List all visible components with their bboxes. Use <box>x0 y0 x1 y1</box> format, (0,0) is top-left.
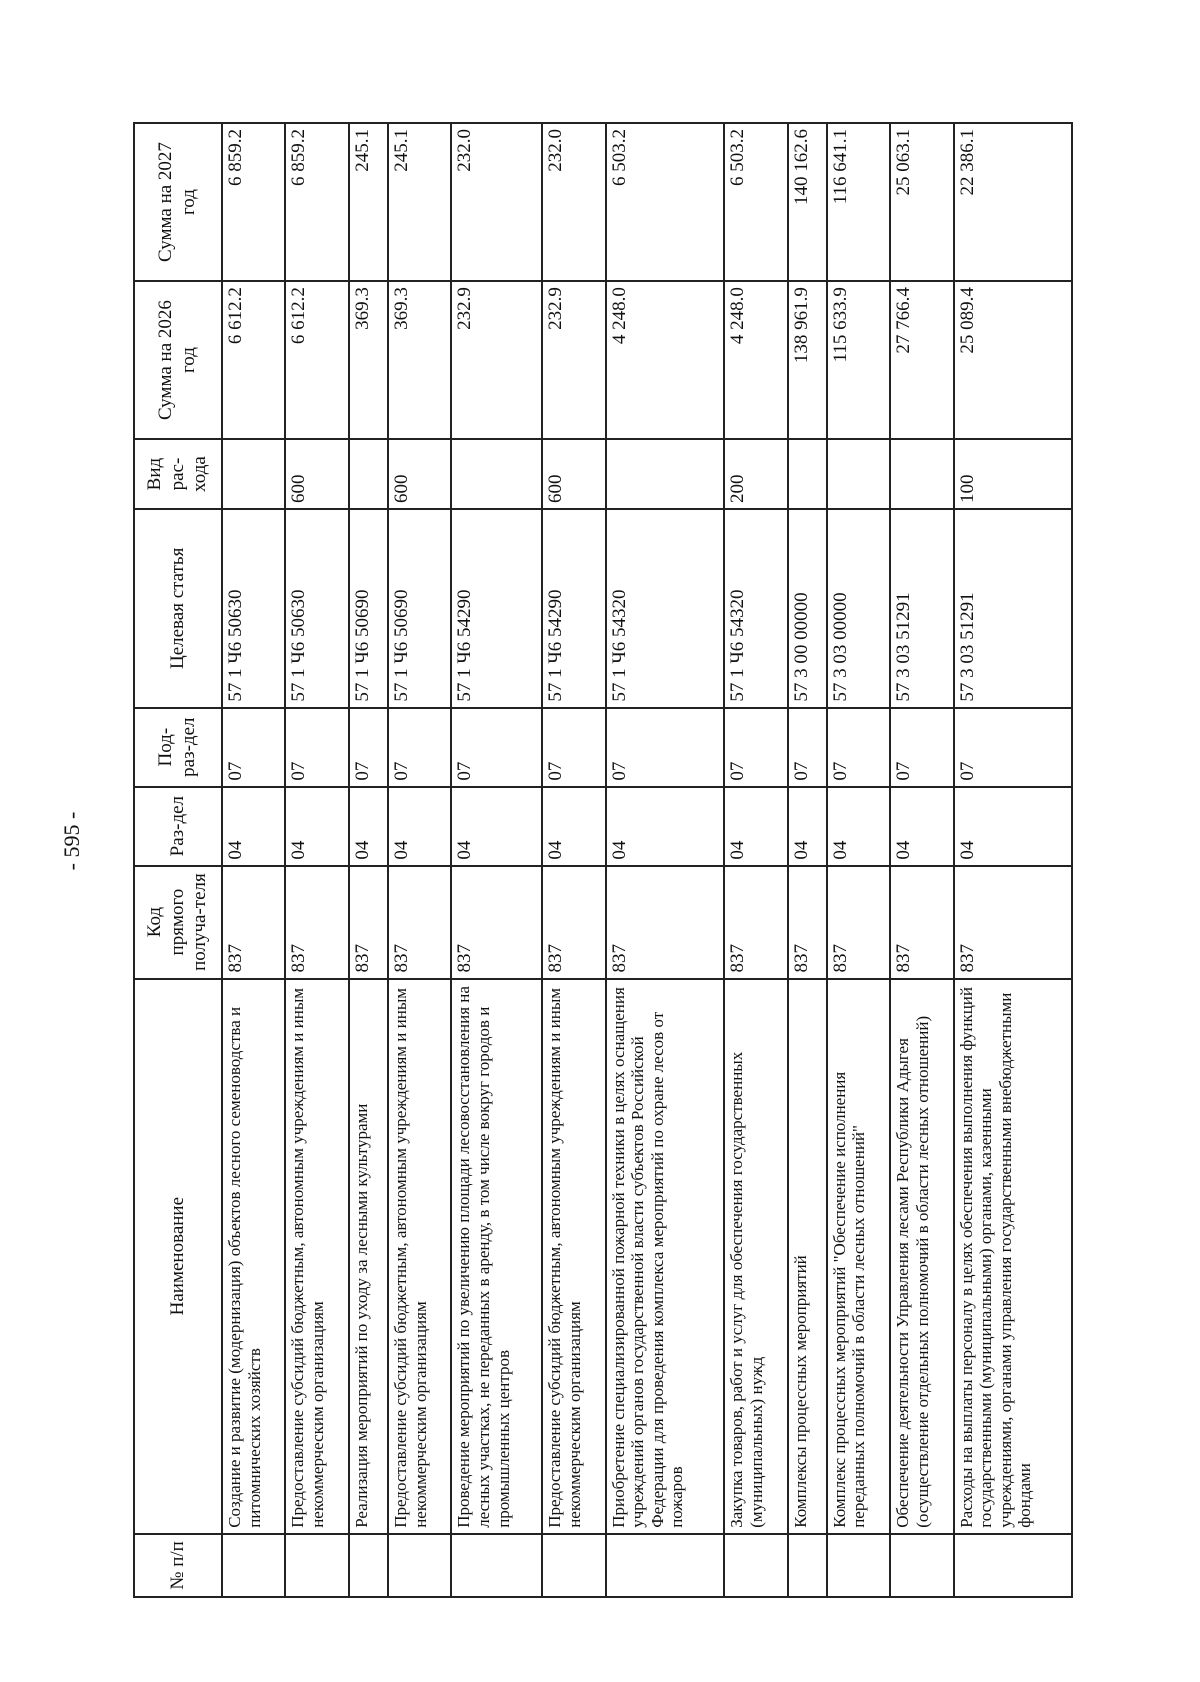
cell-sum-2027: 6 503.2 <box>724 123 787 281</box>
cell-sum-2026: 6 612.2 <box>222 281 285 439</box>
cell-article: 57 1 Ч6 50690 <box>349 509 388 708</box>
cell-sum-2027: 25 063.1 <box>890 123 953 281</box>
cell-sum-2026: 25 089.4 <box>954 281 1072 439</box>
cell-sum-2027: 245.1 <box>349 123 388 281</box>
cell-code: 837 <box>954 866 1072 979</box>
cell-code: 837 <box>606 866 724 979</box>
cell-article: 57 1 Ч6 50690 <box>388 509 451 708</box>
table-row <box>890 123 953 1597</box>
cell-sum-2027: 6 859.2 <box>222 123 285 281</box>
table-row <box>451 123 542 1597</box>
cell-kind <box>890 439 953 509</box>
cell-kind <box>451 439 542 509</box>
cell-num <box>724 1534 787 1597</box>
table-row <box>788 123 827 1597</box>
cell-num <box>890 1534 953 1597</box>
cell-article: 57 3 03 51291 <box>890 509 953 708</box>
cell-sum-2027: 116 641.1 <box>827 123 890 281</box>
cell-sum-2027: 245.1 <box>388 123 451 281</box>
cell-name: Приобретение специализированной пожарной техники в целях оснащения учреждений органов государственной власти субъектов Российской Федерации для проведения комплекса мероприятий по охране лесов от пожаров <box>606 979 724 1534</box>
page-number: - 595 - <box>59 811 84 871</box>
cell-subsection: 07 <box>222 708 285 787</box>
header-kind: Вид рас-хода <box>134 439 222 509</box>
cell-article: 57 1 Ч6 50630 <box>285 509 348 708</box>
cell-code: 837 <box>285 866 348 979</box>
cell-num <box>285 1534 348 1597</box>
header-code: Код прямого получа-теля <box>134 866 222 979</box>
cell-name: Предоставление субсидий бюджетным, автономным учреждениям и иным некоммерческим организациям <box>285 979 348 1534</box>
cell-sum-2026: 6 612.2 <box>285 281 348 439</box>
cell-section: 04 <box>788 787 827 866</box>
cell-section: 04 <box>542 787 605 866</box>
cell-kind: 600 <box>388 439 451 509</box>
header-sum-2027: Сумма на 2027 год <box>134 123 222 281</box>
cell-sum-2026: 232.9 <box>542 281 605 439</box>
cell-section: 04 <box>388 787 451 866</box>
cell-code: 837 <box>890 866 953 979</box>
cell-sum-2027: 232.0 <box>542 123 605 281</box>
cell-article: 57 1 Ч6 54290 <box>542 509 605 708</box>
budget-table-rotated <box>133 122 1073 1598</box>
cell-code: 837 <box>788 866 827 979</box>
table-row <box>388 123 451 1597</box>
header-sum-2026: Сумма на 2026 год <box>134 281 222 439</box>
cell-article: 57 1 Ч6 54290 <box>451 509 542 708</box>
budget-table <box>133 122 1073 1598</box>
cell-sum-2027: 232.0 <box>451 123 542 281</box>
cell-code: 837 <box>388 866 451 979</box>
cell-sum-2026: 369.3 <box>349 281 388 439</box>
cell-name: Реализация мероприятий по уходу за лесными культурами <box>349 979 388 1534</box>
cell-num <box>954 1534 1072 1597</box>
cell-section: 04 <box>285 787 348 866</box>
header-article: Целевая статья <box>134 509 222 708</box>
cell-num <box>788 1534 827 1597</box>
cell-num <box>451 1534 542 1597</box>
cell-sum-2026: 4 248.0 <box>724 281 787 439</box>
cell-subsection: 07 <box>724 708 787 787</box>
cell-sum-2026: 138 961.9 <box>788 281 827 439</box>
cell-name: Обеспечение деятельности Управления лесами Республики Адыгея (осуществление отдельных полномочий в области лесных отношений) <box>890 979 953 1534</box>
cell-name: Расходы на выплаты персоналу в целях обеспечения выполнения функций государственными (муниципальными) органами, казенными учреждениями, органами управления государственными внебюджетными фондами <box>954 979 1072 1534</box>
header-num: № п/п <box>134 1534 222 1597</box>
cell-subsection: 07 <box>349 708 388 787</box>
cell-kind <box>788 439 827 509</box>
cell-sum-2027: 140 162.6 <box>788 123 827 281</box>
table-row <box>724 123 787 1597</box>
cell-kind <box>827 439 890 509</box>
cell-code: 837 <box>222 866 285 979</box>
cell-subsection: 07 <box>788 708 827 787</box>
cell-sum-2027: 6 503.2 <box>606 123 724 281</box>
cell-sum-2026: 27 766.4 <box>890 281 953 439</box>
cell-num <box>827 1534 890 1597</box>
cell-section: 04 <box>890 787 953 866</box>
cell-sum-2027: 6 859.2 <box>285 123 348 281</box>
cell-name: Комплексы процессных мероприятий <box>788 979 827 1534</box>
cell-section: 04 <box>724 787 787 866</box>
cell-section: 04 <box>606 787 724 866</box>
cell-kind: 600 <box>285 439 348 509</box>
cell-section: 04 <box>222 787 285 866</box>
table-row <box>349 123 388 1597</box>
cell-kind: 100 <box>954 439 1072 509</box>
header-name: Наименование <box>134 979 222 1534</box>
cell-sum-2026: 369.3 <box>388 281 451 439</box>
cell-num <box>606 1534 724 1597</box>
table-row <box>222 123 285 1597</box>
cell-sum-2026: 115 633.9 <box>827 281 890 439</box>
cell-num <box>388 1534 451 1597</box>
cell-subsection: 07 <box>827 708 890 787</box>
table-row <box>827 123 890 1597</box>
cell-code: 837 <box>724 866 787 979</box>
cell-num <box>542 1534 605 1597</box>
cell-num <box>349 1534 388 1597</box>
cell-subsection: 07 <box>606 708 724 787</box>
cell-subsection: 07 <box>890 708 953 787</box>
cell-num <box>222 1534 285 1597</box>
cell-name: Создание и развитие (модернизация) объектов лесного семеноводства и питомнических хозяйств <box>222 979 285 1534</box>
cell-subsection: 07 <box>542 708 605 787</box>
cell-kind <box>222 439 285 509</box>
cell-sum-2026: 4 248.0 <box>606 281 724 439</box>
cell-article: 57 1 Ч6 50630 <box>222 509 285 708</box>
cell-code: 837 <box>451 866 542 979</box>
cell-name: Комплекс процессных мероприятий "Обеспечение исполнения переданных полномочий в области лесных отношений" <box>827 979 890 1534</box>
cell-kind <box>606 439 724 509</box>
cell-name: Предоставление субсидий бюджетным, автономным учреждениям и иным некоммерческим организациям <box>388 979 451 1534</box>
cell-subsection: 07 <box>388 708 451 787</box>
cell-sum-2026: 232.9 <box>451 281 542 439</box>
cell-article: 57 3 00 00000 <box>788 509 827 708</box>
cell-article: 57 3 03 00000 <box>827 509 890 708</box>
cell-name: Проведение мероприятий по увеличению площади лесовосстановления на лесных участках, не переданных в аренду, в том числе вокруг городов и промышленных центров <box>451 979 542 1534</box>
cell-section: 04 <box>451 787 542 866</box>
cell-kind <box>349 439 388 509</box>
cell-code: 837 <box>349 866 388 979</box>
cell-name: Закупка товаров, работ и услуг для обеспечения государственных (муниципальных) нужд <box>724 979 787 1534</box>
cell-sum-2027: 22 386.1 <box>954 123 1072 281</box>
header-subsection: Под-раз-дел <box>134 708 222 787</box>
cell-code: 837 <box>827 866 890 979</box>
table-row <box>542 123 605 1597</box>
cell-name: Предоставление субсидий бюджетным, автономным учреждениям и иным некоммерческим организациям <box>542 979 605 1534</box>
cell-article: 57 1 Ч6 54320 <box>724 509 787 708</box>
cell-section: 04 <box>827 787 890 866</box>
cell-subsection: 07 <box>954 708 1072 787</box>
header-section: Раз-дел <box>134 787 222 866</box>
table-body <box>222 123 1072 1597</box>
cell-kind: 200 <box>724 439 787 509</box>
cell-article: 57 3 03 51291 <box>954 509 1072 708</box>
table-row <box>954 123 1072 1597</box>
cell-section: 04 <box>954 787 1072 866</box>
table-row <box>606 123 724 1597</box>
table-header-row <box>134 123 222 1597</box>
cell-section: 04 <box>349 787 388 866</box>
cell-code: 837 <box>542 866 605 979</box>
cell-article: 57 1 Ч6 54320 <box>606 509 724 708</box>
table-row <box>285 123 348 1597</box>
cell-subsection: 07 <box>285 708 348 787</box>
cell-kind: 600 <box>542 439 605 509</box>
cell-subsection: 07 <box>451 708 542 787</box>
